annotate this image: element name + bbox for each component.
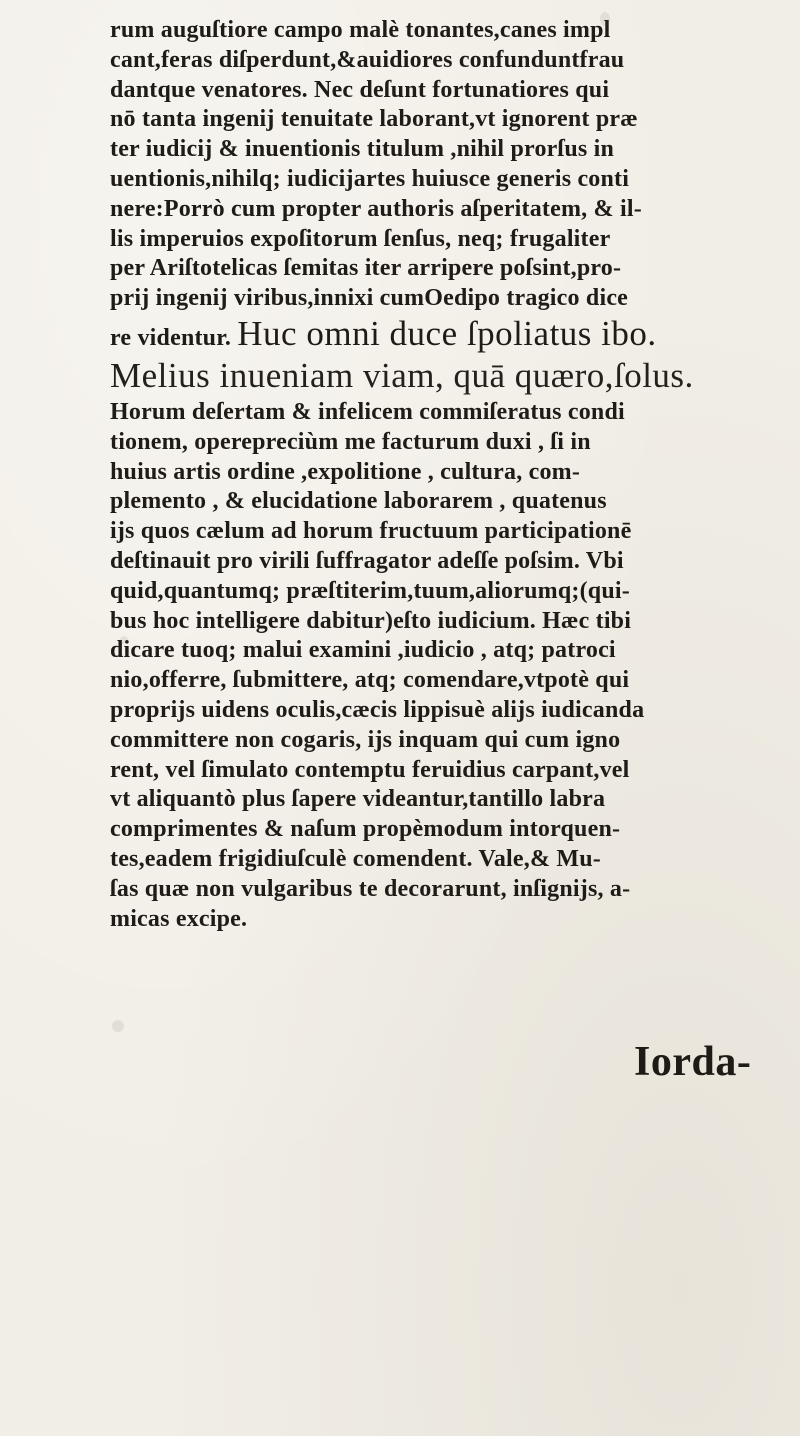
text-line-5: ter iudicij & inuentionis titulum ,nihil prorſus in: [110, 136, 615, 163]
line-11-prefix: re videntur.: [110, 324, 238, 351]
text-line-12: Melius inueniam viam, quā quæro,ſolus.: [110, 355, 694, 395]
paper-stain: [112, 1020, 124, 1032]
text-line-20: bus hoc intelligere dabitur)eſto iudicium. Hæc tibi: [110, 607, 632, 634]
text-line-18: deſtinauit pro virili ſuffragator adeſſe poſsim. Vbi: [110, 547, 624, 574]
text-line-11: [110, 314, 800, 354]
text-line-16: plemento , & elucidatione laborarem , quatenus: [110, 488, 607, 515]
paper-stain: [120, 636, 128, 644]
text-line-26: vt aliquantò plus ſapere videantur,tantillo labra: [110, 786, 606, 813]
text-line-1: rum auguſtiore campo malè tonantes,canes impl: [110, 17, 611, 43]
text-line-15: huius artis ordine ,expolitione , cultura, com-: [110, 458, 581, 485]
text-line-21: dicare tuoq; malui examini ,iudicio , atq; patroci: [110, 637, 616, 664]
text-line-7: nere:Porrò cum propter authoris aſperitatem, & il-: [110, 195, 642, 222]
paper-stain: [600, 12, 610, 26]
text-line-25: rent, vel ſimulato contemptu feruidius carpant,vel: [110, 756, 630, 783]
text-line-3: dantque venatores. Nec deſunt fortunatiores qui: [110, 76, 610, 103]
catchword: Iorda-: [634, 1039, 752, 1085]
text-line-6: uentionis,nihilq; iudicijartes huiusce generis conti: [110, 165, 630, 192]
text-line-14: tionem, operepreciùm me facturum duxi , ſi in: [110, 428, 591, 455]
text-line-23: proprijs uidens oculis,cæcis lippisuè alijs iudicanda: [110, 696, 645, 723]
text-line-10: prij ingenij viribus,innixi cumOedipo tragico dice: [110, 285, 629, 312]
text-line-19: quid,quantumq; præſtiterim,tuum,aliorumq;(qui-: [110, 577, 630, 604]
line-11-large-text: Huc omni duce ſpoliatus ibo.: [237, 313, 657, 353]
text-line-24: committere non cogaris, ijs inquam qui cum igno: [110, 726, 621, 753]
text-line-4: nō tanta ingenij tenuitate laborant,vt ignorent præ: [110, 106, 638, 133]
text-line-13: Horum deſertam & infelicem commiſeratus condi: [110, 398, 625, 425]
text-line-29: ſas quæ non vulgaribus te decorarunt, inſignijs, a-: [110, 875, 631, 902]
text-line-17: ijs quos cælum ad horum fructuum participationē: [110, 518, 632, 545]
text-line-2: cant,feras diſperdunt,&auidiores confunduntfrau: [110, 46, 625, 73]
text-line-30: micas excipe.: [110, 905, 248, 932]
text-block: [110, 16, 800, 934]
text-line-8: lis imperuios expoſitorum ſenſus, neq; frugaliter: [110, 225, 611, 252]
text-line-22: nio,offerre, ſubmittere, atq; comendare,vtpotè qui: [110, 667, 630, 694]
text-line-9: per Ariſtotelicas ſemitas iter arripere poſsint,pro-: [110, 255, 622, 282]
text-line-28: tes,eadem frigidiuſculè comendent. Vale,& Mu-: [110, 845, 601, 872]
text-line-27: comprimentes & naſum propèmodum intorquen-: [110, 816, 621, 843]
